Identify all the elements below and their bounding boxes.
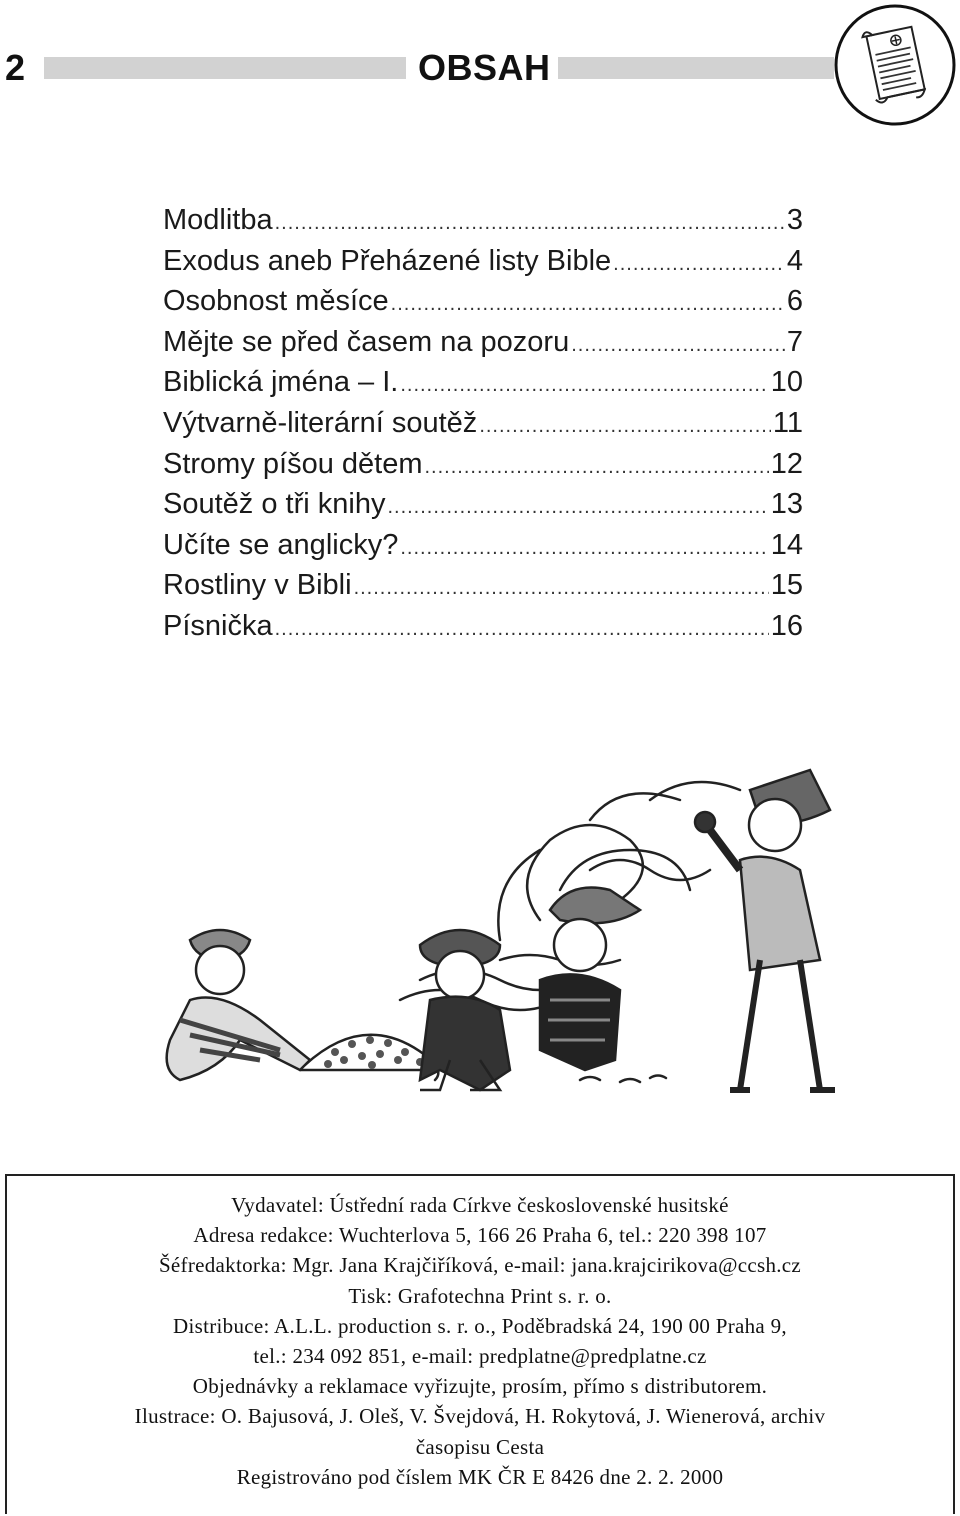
toc-entry-label: Rostliny v Bibli	[163, 569, 352, 602]
imprint-box	[5, 1174, 955, 1514]
toc-leader-dots	[387, 496, 768, 519]
page-header	[0, 40, 960, 96]
toc-leader-dots	[275, 212, 785, 235]
toc-entry-page: 13	[770, 488, 803, 521]
toc-entry-label: Exodus aneb Přeházené listy Bible	[163, 244, 612, 277]
imprint-line: časopisu Cesta	[415, 1434, 545, 1459]
imprint-line: Registrováno pod číslem MK ČR E 8426 dne 2. 2. 2000	[236, 1464, 724, 1489]
toc-leader-dots	[400, 374, 768, 397]
imprint-line: Tisk: Grafotechna Print s. r. o.	[348, 1283, 612, 1308]
toc-entry	[163, 285, 803, 326]
toc-entry-label: Stromy píšou dětem	[163, 447, 423, 480]
toc-entry-page: 15	[770, 569, 803, 602]
toc-entry-label: Mějte se před časem na pozoru	[163, 325, 570, 358]
toc-leader-dots	[354, 577, 769, 600]
imprint-line: Adresa redakce: Wuchterlova 5, 166 26 Praha 6, tel.: 220 398 107	[193, 1223, 767, 1248]
toc-entry-page: 16	[770, 609, 803, 642]
page-number: 2	[5, 47, 26, 88]
toc-entry	[163, 488, 803, 529]
imprint-line: Vydavatel: Ústřední rada Církve československé husitské	[231, 1193, 729, 1217]
toc-leader-dots	[571, 334, 785, 357]
table-of-contents	[163, 204, 803, 651]
imprint-line: Distribuce: A.L.L. production s. r. o., Poděbradská 24, 190 00 Praha 9,	[173, 1313, 787, 1338]
toc-entry	[163, 407, 803, 448]
toc-entry-label: Soutěž o tři knihy	[163, 488, 386, 521]
toc-entry	[163, 448, 803, 489]
toc-leader-dots	[613, 253, 785, 276]
toc-leader-dots	[275, 618, 769, 641]
toc-entry	[163, 204, 803, 245]
imprint-line: Objednávky a reklamace vyřizujte, prosím, přímo s distributorem.	[192, 1374, 768, 1399]
toc-entry-label: Modlitba	[163, 204, 273, 236]
toc-leader-dots	[479, 415, 771, 438]
toc-leader-dots	[400, 537, 768, 560]
toc-entry	[163, 610, 803, 651]
toc-entry	[163, 326, 803, 367]
header-bar-right	[558, 57, 834, 79]
toc-entry	[163, 529, 803, 570]
toc-entry	[163, 366, 803, 407]
toc-leader-dots	[391, 293, 785, 316]
children-around-fire-illustration	[120, 760, 850, 1110]
toc-entry	[163, 569, 803, 610]
scroll-icon	[833, 3, 957, 127]
toc-entry-page: 7	[786, 325, 803, 358]
imprint-line: Ilustrace: O. Bajusová, J. Oleš, V. Švejdová, H. Rokytová, J. Wienerová, archiv	[134, 1404, 826, 1429]
header-bar-left	[44, 57, 406, 79]
toc-entry-page: 10	[770, 366, 803, 399]
page-title: OBSAH	[418, 47, 551, 88]
toc-entry-label: Učíte se anglicky?	[163, 528, 399, 561]
toc-entry-page: 3	[786, 204, 803, 236]
toc-entry-label: Biblická jména – I.	[163, 366, 399, 399]
imprint-line: Šéfredaktorka: Mgr. Jana Krajčiříková, e-mail: jana.krajcirikova@ccsh.cz	[158, 1253, 802, 1278]
imprint-text	[7, 1190, 953, 1492]
toc-entry-page: 11	[772, 406, 803, 439]
toc-entry-label: Výtvarně-literární soutěž	[163, 406, 478, 439]
imprint-line: tel.: 234 092 851, e-mail: predplatne@predplatne.cz	[253, 1343, 707, 1368]
toc-entry-page: 6	[786, 285, 803, 318]
toc-entry	[163, 245, 803, 286]
toc-leader-dots	[425, 456, 769, 479]
toc-entry-label: Osobnost měsíce	[163, 285, 389, 318]
toc-entry-page: 14	[770, 528, 803, 561]
toc-entry-label: Písnička	[163, 609, 273, 642]
toc-entry-page: 12	[770, 447, 803, 480]
toc-entry-page: 4	[786, 244, 803, 277]
